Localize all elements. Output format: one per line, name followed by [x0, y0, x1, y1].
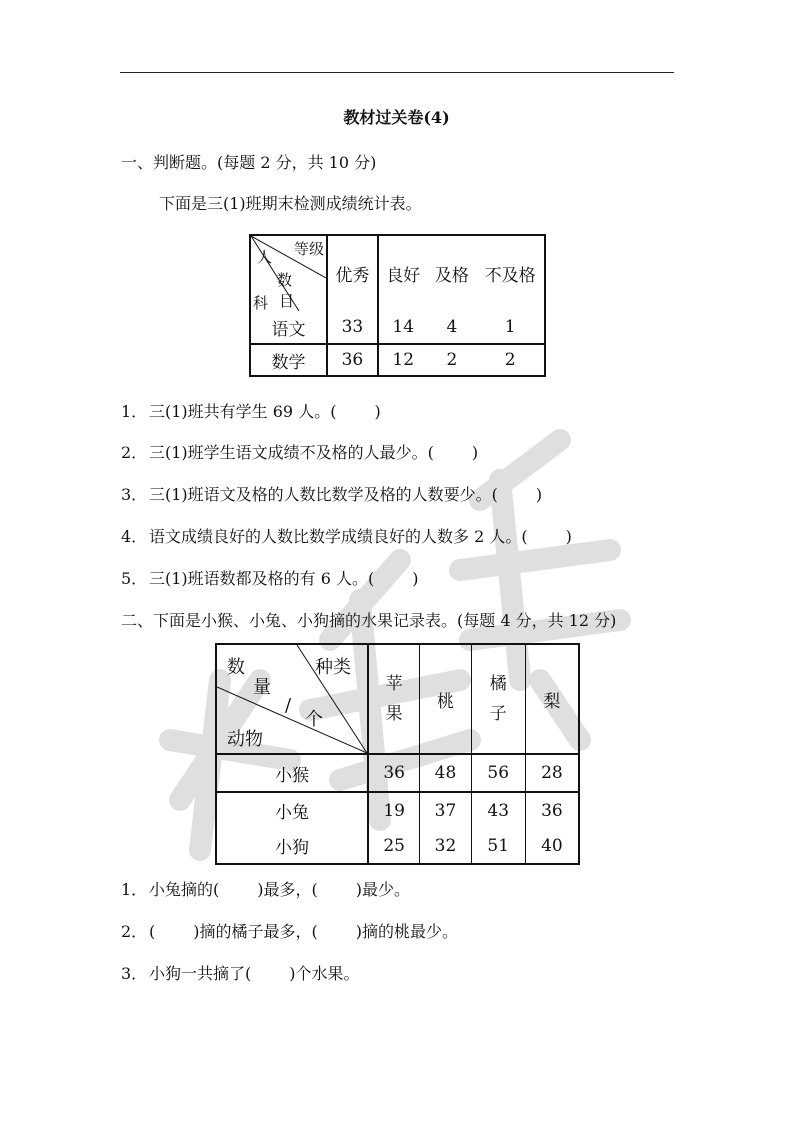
corner-unit: 个: [305, 709, 323, 730]
cell-value: 36: [327, 344, 378, 376]
question-text-part: 小狗一共摘了(: [149, 964, 252, 983]
cell-value: 43: [471, 792, 525, 828]
table-row: [216, 792, 579, 828]
header-rule: [120, 72, 674, 73]
cell-value: 2: [446, 350, 458, 370]
section2-heading: 二、下面是小猴、小兔、小狗摘的水果记录表。(每题 4 分，共 12 分): [121, 611, 617, 630]
header-fail: 不及格: [484, 266, 536, 286]
question-number: 3．: [121, 964, 148, 983]
section1-heading: 一、判断题。(每题 2 分，共 10 分): [121, 153, 377, 172]
header-pear-char: 梨: [543, 691, 561, 712]
question-item: [121, 919, 458, 942]
cell-value: 56: [471, 754, 525, 792]
question-number: 1．: [121, 880, 148, 899]
cell-value: 25: [368, 828, 420, 864]
header-apple: [368, 644, 420, 754]
corner-grade-label: 等级: [293, 240, 324, 258]
section1-intro: 下面是三(1)班期末检测成绩统计表。: [159, 194, 422, 213]
header-good: 良好: [386, 266, 421, 286]
question-text-part: )最多，(: [257, 880, 318, 899]
question-end: ): [471, 443, 479, 462]
question-end: ): [535, 485, 543, 504]
question-item: [121, 877, 410, 900]
question-text-part: )个水果。: [289, 964, 360, 983]
cell-value: 40: [541, 835, 563, 856]
question-text-part: )摘的桃最少。: [355, 922, 458, 941]
corner-quantity-1: 数: [227, 657, 245, 678]
score-table: [249, 234, 546, 377]
corner-animal-label: 动物: [227, 729, 263, 750]
row-animal: 小猴: [216, 754, 368, 792]
question-number: 2．: [121, 922, 148, 941]
cell-value: 28: [541, 763, 563, 783]
header-orange-char-1: 橘: [489, 674, 507, 694]
cell-value: 33: [327, 311, 378, 344]
header-peach: [420, 644, 471, 754]
header-orange-char-2: 子: [489, 704, 507, 724]
question-text-part: 小兔摘的(: [149, 880, 220, 899]
fruit-table: [215, 643, 580, 865]
question-end: ): [412, 569, 419, 588]
question-number: 2．: [121, 443, 148, 462]
cell-value: 4: [446, 317, 458, 337]
question-item: [121, 399, 381, 422]
corner-subject-label-1: 科: [253, 294, 269, 312]
cell-value: 14: [392, 317, 415, 337]
cell-value: 48: [420, 754, 471, 792]
cell-value: 32: [420, 828, 471, 864]
page-title: 教材过关卷(4): [343, 108, 450, 127]
question-item: [121, 961, 360, 984]
header-pass: 及格: [434, 266, 469, 286]
row-animal: 小兔: [216, 792, 368, 828]
question-text-part: )摘的橘子最多，(: [193, 922, 318, 941]
cell-value: 1: [504, 317, 516, 337]
cell-value: 19: [368, 792, 420, 828]
question-item: [121, 440, 478, 463]
corner-quantity-2: 量: [253, 677, 271, 698]
question-item: [121, 482, 542, 505]
question-text: 语文成绩良好的人数比数学成绩良好的人数多 2 人。(: [149, 527, 528, 546]
question-number: 5．: [121, 569, 148, 588]
question-end: ): [565, 527, 572, 546]
corner-slash: /: [285, 695, 292, 716]
header-pear: [525, 644, 579, 754]
score-table-corner: [250, 235, 327, 311]
question-text: 三(1)班学生语文成绩不及格的人最少。(: [149, 443, 434, 462]
table-row: [250, 311, 545, 344]
table-row: [216, 754, 579, 792]
cell-value: 36: [541, 800, 563, 821]
question-number: 4．: [121, 527, 148, 546]
header-excellent: 优秀: [327, 235, 378, 311]
fruit-table-corner: [216, 644, 368, 754]
corner-subject-label-2: 目: [279, 292, 295, 310]
header-apple-char-1: 苹: [385, 674, 403, 694]
question-text-part: )最少。: [355, 880, 410, 899]
cell-value: 2: [504, 350, 516, 370]
question-item: [121, 524, 572, 547]
row-animal: 小狗: [216, 828, 368, 864]
question-number: 1．: [121, 402, 148, 421]
question-text: 三(1)班共有学生 69 人。(: [149, 402, 337, 421]
cell-value: 36: [368, 754, 420, 792]
corner-type-label: 种类: [315, 657, 351, 678]
question-end: ): [374, 402, 381, 421]
corner-people-label-1: 人: [257, 248, 273, 266]
header-apple-char-2: 果: [385, 704, 403, 724]
table-row: [250, 344, 545, 376]
row-subject: 数学: [250, 344, 327, 376]
header-orange: [471, 644, 525, 754]
row-subject: 语文: [250, 311, 327, 344]
question-number: 3．: [121, 485, 148, 504]
table-row: [216, 828, 579, 864]
cell-value: 51: [471, 828, 525, 864]
header-peach-char: 桃: [436, 691, 454, 712]
question-item: [121, 566, 419, 589]
cell-value: 37: [420, 792, 471, 828]
question-text-part: (: [149, 922, 156, 941]
cell-value: 12: [392, 350, 415, 370]
question-text: 三(1)班语数都及格的有 6 人。(: [149, 569, 375, 588]
question-text: 三(1)班语文及格的人数比数学及格的人数要少。(: [149, 485, 498, 504]
corner-people-label-2: 数: [277, 271, 293, 289]
